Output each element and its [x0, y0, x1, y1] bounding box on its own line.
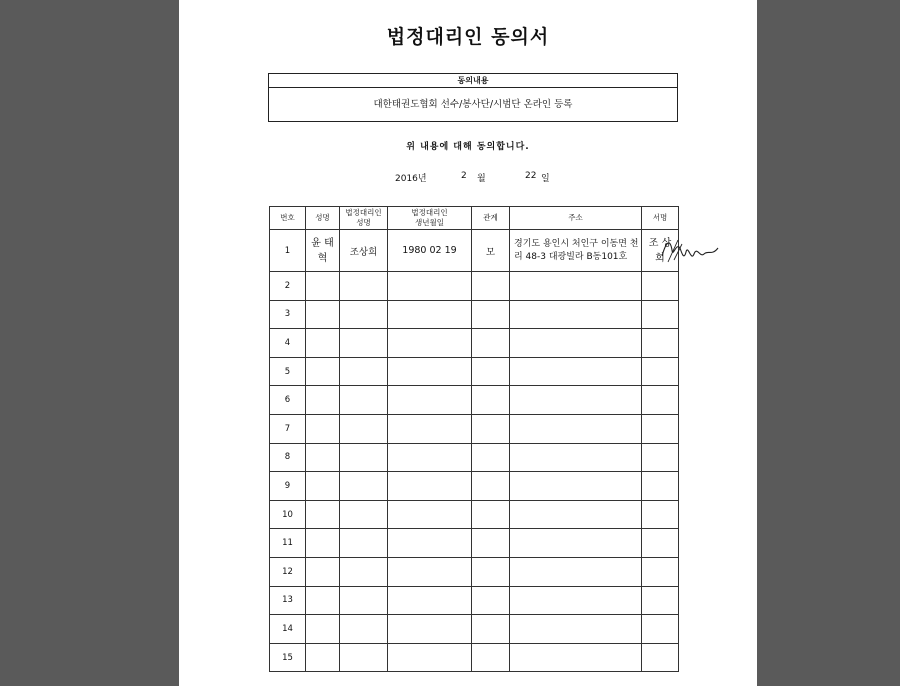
row-number: 12: [270, 557, 306, 586]
consent-header: 동의내용: [269, 74, 677, 88]
date-year: 2016년: [395, 174, 427, 184]
signature-cell: [642, 500, 679, 529]
header-name: 성명: [306, 207, 340, 230]
guardian-birth: [388, 500, 472, 529]
date-month-unit: 월: [477, 174, 486, 184]
relation: [472, 272, 510, 301]
address: [510, 414, 642, 443]
table-row: [270, 230, 679, 272]
minor-name: 윤 태 혁: [306, 230, 340, 272]
table-row: [270, 386, 679, 415]
address: 경기도 용인시 처인구 이동면 천리 48-3 대광빌라 B동101호: [510, 230, 642, 272]
guardian-name: [340, 615, 388, 644]
guardian-birth: [388, 529, 472, 558]
signature-cell: [642, 443, 679, 472]
relation: [472, 557, 510, 586]
minor-name: [306, 414, 340, 443]
minor-name: [306, 643, 340, 672]
guardian-name: [340, 272, 388, 301]
relation: [472, 329, 510, 358]
address: [510, 500, 642, 529]
consent-table: [269, 206, 679, 672]
guardian-birth: [388, 357, 472, 386]
relation: [472, 615, 510, 644]
guardian-birth: [388, 414, 472, 443]
row-number: 11: [270, 529, 306, 558]
address: [510, 443, 642, 472]
relation: [472, 357, 510, 386]
signature-cell: [642, 272, 679, 301]
minor-name: [306, 472, 340, 501]
table-row: [270, 557, 679, 586]
relation: [472, 472, 510, 501]
table-row: [270, 615, 679, 644]
minor-name: [306, 272, 340, 301]
guardian-birth: [388, 443, 472, 472]
address: [510, 529, 642, 558]
address: [510, 557, 642, 586]
relation: [472, 643, 510, 672]
header-address: 주소: [510, 207, 642, 230]
address: [510, 357, 642, 386]
signature-cell: [642, 414, 679, 443]
signature-cell: [642, 557, 679, 586]
date-month: 2: [461, 171, 467, 181]
relation: [472, 386, 510, 415]
guardian-birth: [388, 643, 472, 672]
row-number: 10: [270, 500, 306, 529]
guardian-birth: [388, 300, 472, 329]
signature-text: 조 상 희: [648, 237, 672, 264]
row-number: 9: [270, 472, 306, 501]
guardian-name: [340, 329, 388, 358]
guardian-name: [340, 472, 388, 501]
header-signature: 서명: [642, 207, 679, 230]
relation: [472, 443, 510, 472]
minor-name: [306, 557, 340, 586]
relation: [472, 500, 510, 529]
signature-cell: [642, 230, 679, 272]
guardian-birth: [388, 615, 472, 644]
signature-cell: [642, 386, 679, 415]
address: [510, 472, 642, 501]
guardian-birth: 1980 02 19: [388, 230, 472, 272]
table-row: [270, 414, 679, 443]
minor-name: [306, 615, 340, 644]
guardian-name: [340, 500, 388, 529]
table-row: [270, 529, 679, 558]
address: [510, 615, 642, 644]
guardian-birth: [388, 557, 472, 586]
consent-body: 대한태권도협회 선수/봉사단/시범단 온라인 등록: [373, 99, 573, 110]
signature-cell: [642, 300, 679, 329]
guardian-name: [340, 300, 388, 329]
minor-name: [306, 300, 340, 329]
table-row: [270, 472, 679, 501]
guardian-name: [340, 357, 388, 386]
table-row: [270, 443, 679, 472]
handwritten-signature-icon: [658, 232, 722, 268]
relation: [472, 586, 510, 615]
guardian-name: [340, 557, 388, 586]
relation: [472, 414, 510, 443]
minor-name: [306, 500, 340, 529]
guardian-birth: [388, 472, 472, 501]
table-row: [270, 500, 679, 529]
address: [510, 386, 642, 415]
row-number: 14: [270, 615, 306, 644]
minor-name: [306, 329, 340, 358]
minor-name: [306, 386, 340, 415]
guardian-name: [340, 529, 388, 558]
signature-cell: [642, 357, 679, 386]
minor-name: [306, 357, 340, 386]
guardian-name: [340, 414, 388, 443]
row-number: 13: [270, 586, 306, 615]
signature-cell: [642, 615, 679, 644]
address: [510, 272, 642, 301]
signature-cell: [642, 586, 679, 615]
address: [510, 586, 642, 615]
guardian-name: 조상희: [340, 230, 388, 272]
address: [510, 300, 642, 329]
row-number: 1: [270, 230, 306, 272]
signature-cell: [642, 643, 679, 672]
table-row: [270, 357, 679, 386]
table-row: [270, 300, 679, 329]
guardian-name: [340, 386, 388, 415]
date-day: 22: [525, 171, 537, 181]
guardian-birth: [388, 586, 472, 615]
header-no: 번호: [270, 207, 306, 230]
row-number: 2: [270, 272, 306, 301]
guardian-name: [340, 643, 388, 672]
signature-cell: [642, 529, 679, 558]
minor-name: [306, 529, 340, 558]
row-number: 6: [270, 386, 306, 415]
guardian-birth: [388, 386, 472, 415]
guardian-name: [340, 443, 388, 472]
consent-box: [268, 73, 678, 122]
table-row: [270, 272, 679, 301]
row-number: 3: [270, 300, 306, 329]
page-title: 법정대리인 동의서: [386, 26, 550, 48]
table-row: [270, 329, 679, 358]
relation: [472, 529, 510, 558]
header-guardian-name: 법정대리인 성명: [340, 207, 388, 230]
address: [510, 329, 642, 358]
relation: [472, 300, 510, 329]
row-number: 7: [270, 414, 306, 443]
relation: 모: [472, 230, 510, 272]
minor-name: [306, 443, 340, 472]
row-number: 5: [270, 357, 306, 386]
minor-name: [306, 586, 340, 615]
header-relation: 관계: [472, 207, 510, 230]
header-guardian-birth: 법정대리인 생년월일: [388, 207, 472, 230]
table-header-row: [270, 207, 679, 230]
date-day-unit: 일: [541, 174, 550, 184]
row-number: 8: [270, 443, 306, 472]
agreement-statement: 위 내용에 대해 동의합니다.: [406, 142, 530, 152]
row-number: 15: [270, 643, 306, 672]
guardian-birth: [388, 329, 472, 358]
document-page: [179, 0, 757, 686]
guardian-birth: [388, 272, 472, 301]
address: [510, 643, 642, 672]
table-row: [270, 586, 679, 615]
signature-cell: [642, 472, 679, 501]
table-row: [270, 643, 679, 672]
row-number: 4: [270, 329, 306, 358]
guardian-name: [340, 586, 388, 615]
signature-cell: [642, 329, 679, 358]
